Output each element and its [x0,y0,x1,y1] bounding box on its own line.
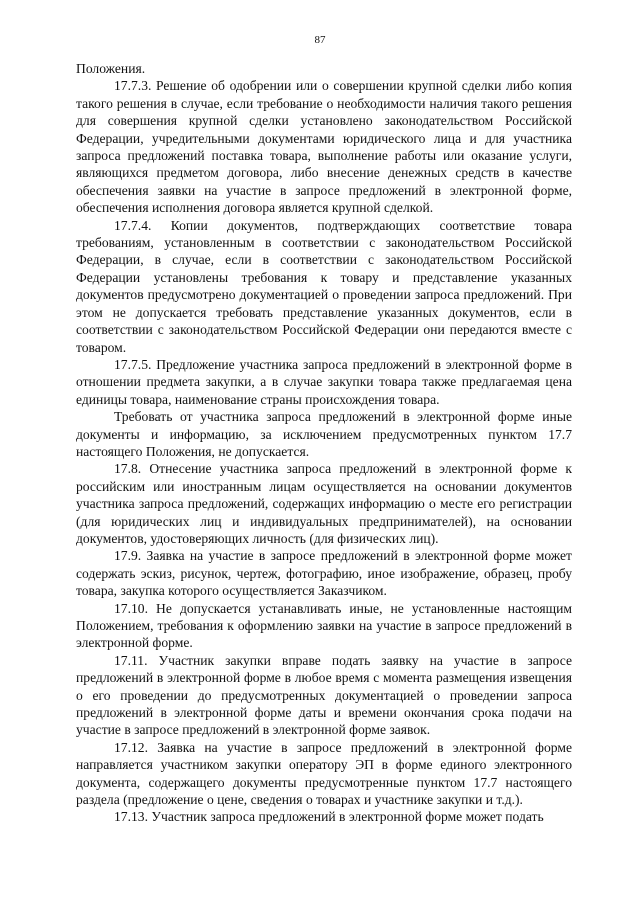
paragraph-17-10: 17.10. Не допускается устанавливать иные, не установленные настоящим Положением, требования к оформлению заявки на участие в запросе предложений в электронной форме. [76,600,572,651]
paragraph-17-12: 17.12. Заявка на участие в запросе предложений в электронной форме направляется участником закупки оператору ЭП в форме единого электронного документа, содержащего документы предусмотренные пунктом 17.7 настоящего раздела (предложение о цене, сведения о товарах и участнике закупки и т.д.). [76,739,572,808]
paragraph-17-11: 17.11. Участник закупки вправе подать заявку на участие в запросе предложений в электронной форме в любое время с момента размещения извещения о его проведении до предусмотренных документацией о проведении запроса предложений в электронной форме даты и времени окончания срока подачи на участие в запросе предложений в электронной форме заявок. [76,652,572,738]
paragraph-17-7-5: 17.7.5. Предложение участника запроса предложений в электронной форме в отношении предмета закупки, а в случае закупки товара также предлагаемая цена единицы товара, наименование страны происхождения товара. [76,356,572,407]
paragraph-17-9: 17.9. Заявка на участие в запросе предложений в электронной форме может содержать эскиз, рисунок, чертеж, фотографию, иное изображение, образец, пробу товара, закупка которого осуществляется Заказчиком. [76,548,572,599]
document-body [76,60,572,826]
paragraph-continuation: Положения. [76,61,146,76]
paragraph-document-restriction: Требовать от участника запроса предложений в электронной форме иные документы и информацию, за исключением предусмотренных пунктом 17.7 настоящего Положения, не допускается. [76,409,572,459]
paragraph-17-8: 17.8. Отнесение участника запроса предложений в электронной форме к российским или иностранным лицам осуществляется на основании документов участника запроса предложений, содержащих информацию о месте его регистрации (для юридических лиц и индивидуальных предпринимателей), на основании документов, удостоверяющих личность (для физических лиц). [76,461,572,546]
page-number: 87 [314,34,326,46]
paragraph-17-13: 17.13. Участник запроса предложений в электронной форме может подать [114,809,544,825]
paragraph-17-7-3: 17.7.3. Решение об одобрении или о совершении крупной сделки либо копия такого решения в случае, если требование о необходимости наличия такого решения для совершения крупной сделки установлено законодательством Российской Федерации, учредительными документами юридического лица и для участника запроса предложений поставка товара, выполнение работы или оказание услуги, являющихся предметом договора, либо внесение денежных средств в качестве обеспечения заявки на участие в запросе предложений в электронной форме, обеспечения исполнения договора является крупной сделкой. [76,78,572,216]
paragraph-17-7-4: 17.7.4. Копии документов, подтверждающих соответствие товара требованиям, установленным в соответствии с законодательством Российской Федерации, в случае, если в соответствии с законодательством Российской Федерации установлены требования к товару и представление указанных документов предусмотрено документацией о проведении запроса предложений. При этом не допускается требовать представление указанных документов, если в соответствии с законодательством Российской Федерации они передаются вместе с товаром. [76,217,572,355]
